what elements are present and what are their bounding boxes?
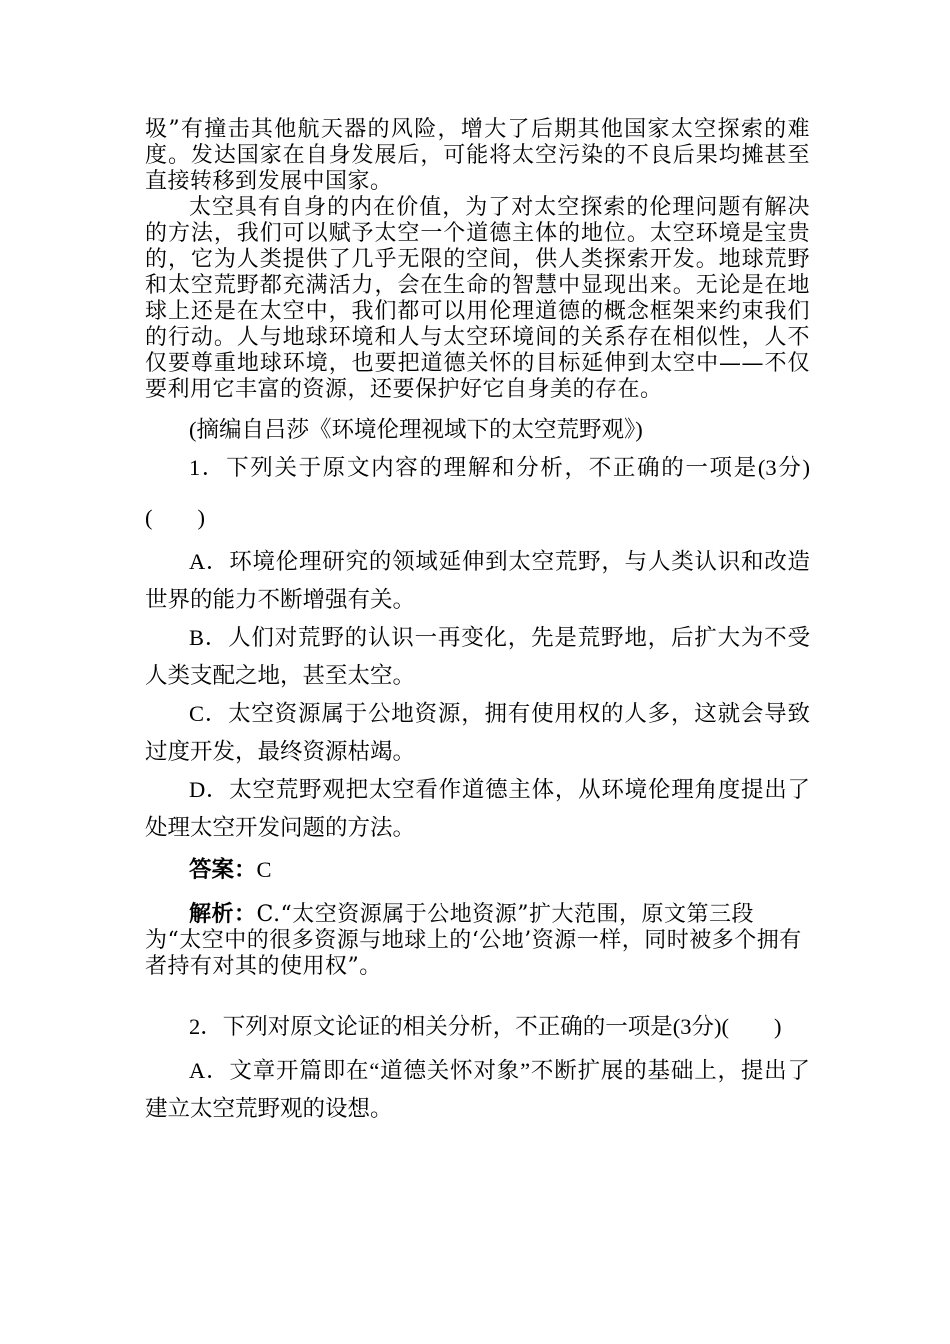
passage-paragraph-1: 圾”有撞击其他航天器的风险，增大了后期其他国家太空探索的难度。发达国家在自身发展后，可能将太空污染的不良后果均摊甚至直接转移到发展中国家。 — [145, 117, 810, 194]
question-2-option-a: A．文章开篇即在“道德关怀对象”不断扩展的基础上，提出了建立太空荒野观的设想。 — [145, 1058, 810, 1121]
analysis-text: C.“太空资源属于公地资源”扩大范围，原文第三段为“太空中的很多资源与地球上的‘公地’资源一样，同时被多个拥有者持有对其的使用权”。 — [145, 902, 802, 979]
question-1-option-d: D．太空荒野观把太空看作道德主体，从环境伦理角度提出了处理太空开发问题的方法。 — [145, 777, 810, 840]
question-1 — [145, 443, 810, 980]
question-2-stem: 2．下列对原文论证的相关分析，不正确的一项是(3分)( ) — [189, 1014, 782, 1039]
passage-paragraph-2: 太空具有自身的内在价值，为了对太空探索的伦理问题有解决的方法，我们可以赋予太空一个道德主体的地位。太空环境是宝贵的，它为人类提供了几乎无限的空间，供人类探索开发。地球荒野和太空荒野都充满活力，会在生命的智慧中显现出来。无论是在地球上还是在太空中，我们都可以用伦理道德的概念框架来约束我们的行动。人与地球环境和人与太空环境间的关系存在相似性，人不仅要尊重地球环境，也要把道德关怀的目标延伸到太空中——不仅要利用它丰富的资源，还要保护好它自身美的存在。 — [145, 195, 810, 402]
question-2 — [145, 1002, 810, 1128]
question-1-option-a: A．环境伦理研究的领域延伸到太空荒野，与人类认识和改造世界的能力不断增强有关。 — [145, 549, 810, 612]
question-1-analysis — [145, 901, 810, 980]
question-1-stem: 1．下列关于原文内容的理解和分析，不正确的一项是(3分)( ) — [145, 455, 810, 530]
question-1-option-c: C．太空资源属于公地资源，拥有使用权的人多，这就会导致过度开发，最终资源枯竭。 — [145, 701, 810, 764]
question-1-option-b: B．人们对荒野的认识一再变化，先是荒野地，后扩大为不受人类支配之地，甚至太空。 — [145, 625, 810, 688]
source-citation: (摘编自吕莎《环境伦理视域下的太空荒野观》) — [189, 417, 643, 442]
answer-label: 答案： — [189, 857, 257, 882]
answer-value: C — [256, 857, 272, 882]
analysis-label: 解析： — [189, 901, 257, 926]
passage — [145, 117, 810, 403]
document-page — [145, 117, 810, 1128]
question-1-answer — [145, 853, 810, 887]
